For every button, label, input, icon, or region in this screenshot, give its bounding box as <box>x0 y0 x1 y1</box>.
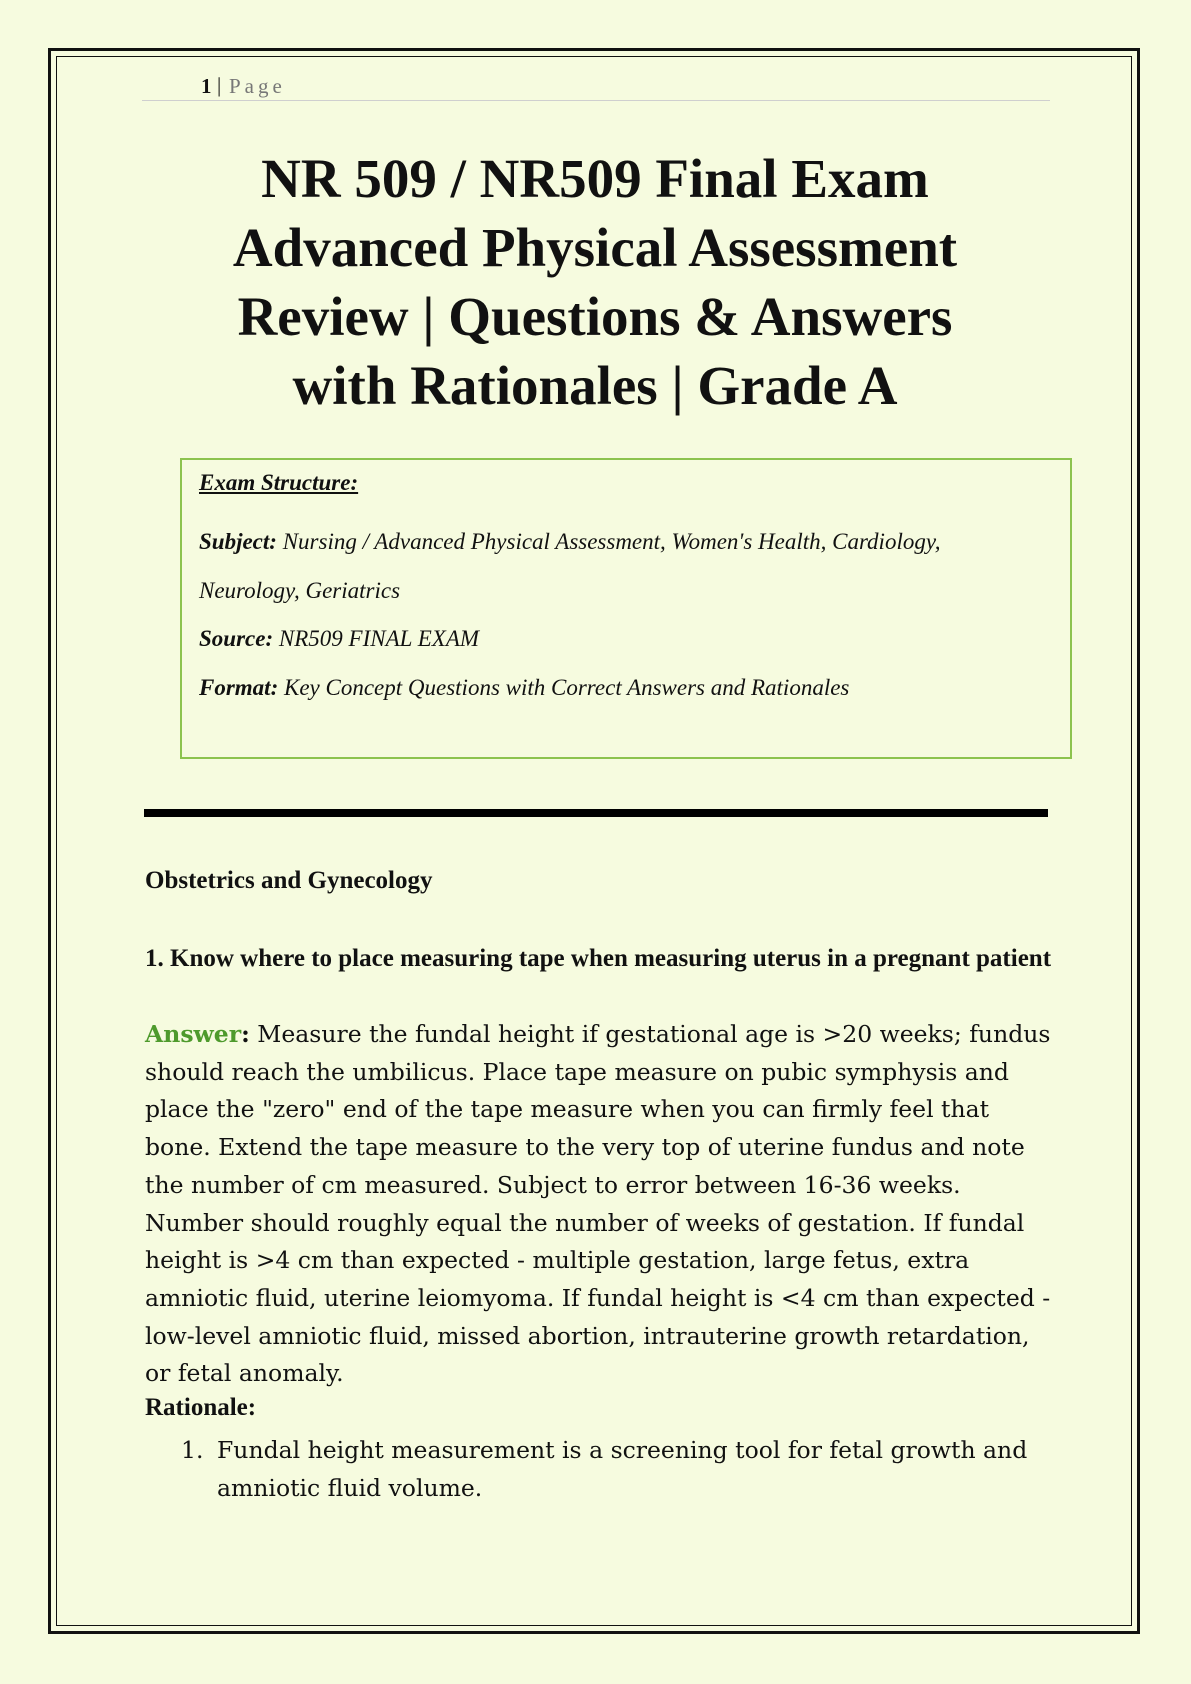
subject-continuation: Neurology, Geriatrics <box>199 578 401 603</box>
title-line-3: Review | Questions & Answers <box>237 286 953 347</box>
page-header <box>142 72 1050 101</box>
source-label: Source: <box>199 626 274 651</box>
source-line <box>199 626 479 652</box>
rationale-item-number: 1. <box>181 1436 204 1464</box>
document-title <box>130 144 1060 420</box>
title-line-4: with Rationales | Grade A <box>292 355 898 416</box>
exam-structure-box <box>180 458 1072 759</box>
answer-label: Answer <box>145 1020 242 1048</box>
section-divider <box>144 809 1048 817</box>
subject-value: Nursing / Advanced Physical Assessment, Women's Health, Cardiology, <box>282 529 941 554</box>
answer-colon: : <box>241 1020 250 1048</box>
source-value: NR509 FINAL EXAM <box>278 626 480 651</box>
rationale-item <box>145 1431 1055 1507</box>
exam-structure-heading: Exam Structure: <box>199 470 359 495</box>
section-title: Obstetrics and Gynecology <box>145 867 433 894</box>
format-line <box>199 675 849 701</box>
page-word: Page <box>229 74 286 98</box>
subject-label: Subject: <box>199 529 277 554</box>
question-1: 1. Know where to place measuring tape when measuring uterus in a pregnant patient <box>145 945 1052 972</box>
rationale-label: Rationale: <box>145 1394 257 1421</box>
answer-text: Measure the fundal height if gestational age is >20 weeks; fundus should reach the umbilicus. Place tape measure on pubic symphysis and place the "zero" end of the tape measure when you can firmly feel that bone. Extend the tape measure to the very top of uterine fundus and note the number of cm measured. Subject to error between 16-36 weeks. Number should roughly equal the number of weeks of gestation. If fundal height is >4 cm than expected - multiple gestation, large fetus, extra amniotic fluid, uterine leiomyoma. If fundal height is <4 cm than expected - low-level amniotic fluid, missed abortion, intrauterine growth retardation, or fetal anomaly. <box>145 1020 1051 1388</box>
page-separator: | <box>217 73 222 97</box>
rationale-list <box>145 1431 1055 1507</box>
format-value: Key Concept Questions with Correct Answers and Rationales <box>283 675 850 700</box>
title-line-1: NR 509 / NR509 Final Exam <box>261 148 929 209</box>
rationale-item-text: Fundal height measurement is a screening tool for fetal growth and amniotic fluid volume. <box>217 1436 1028 1502</box>
format-label: Format: <box>199 675 279 700</box>
title-line-2: Advanced Physical Assessment <box>232 217 958 278</box>
page-number: 1 <box>201 74 212 98</box>
subject-line <box>199 529 941 555</box>
answer-1 <box>145 1016 1055 1393</box>
